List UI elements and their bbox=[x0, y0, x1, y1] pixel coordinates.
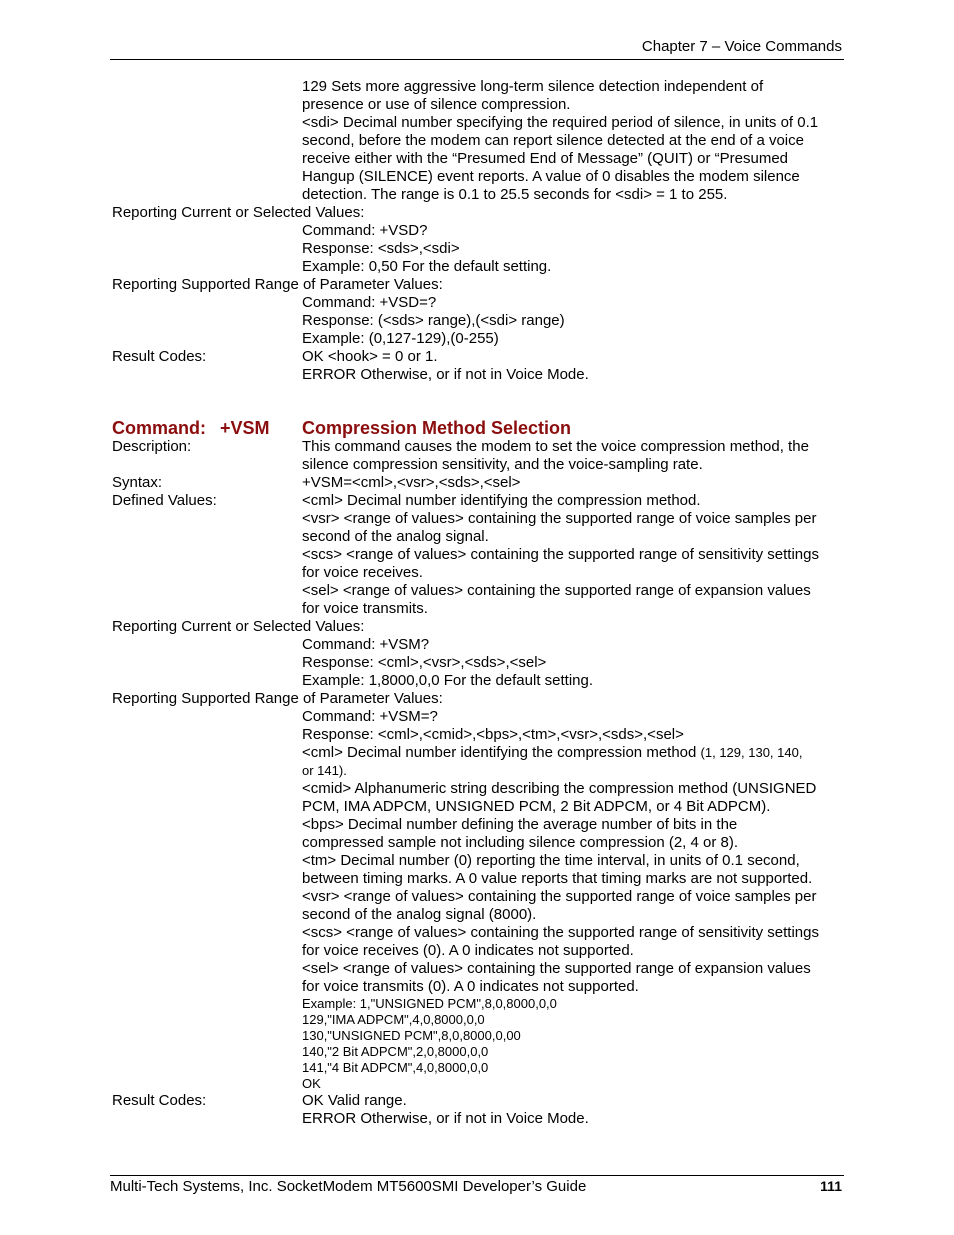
text-line: compressed sample not including silence compression (2, 4 or 8). bbox=[302, 834, 739, 851]
chapter-title: Chapter 7 – Voice Commands bbox=[641, 38, 842, 55]
definition-row bbox=[112, 474, 852, 492]
text-line: <sdi> Decimal number specifying the required period of silence, in units of 0.1 bbox=[302, 114, 819, 131]
page-footer bbox=[110, 1175, 844, 1195]
text-line: <cml> Decimal number identifying the compression method. bbox=[302, 492, 701, 509]
text-line-note: or 141). bbox=[302, 763, 347, 778]
field-value bbox=[302, 348, 852, 384]
page-content bbox=[112, 78, 852, 1128]
text-line: <sel> <range of values> containing the supported range of expansion values bbox=[302, 582, 811, 599]
field-label bbox=[112, 294, 302, 348]
text-line: PCM, IMA ADPCM, UNSIGNED PCM, 2 Bit ADPCM, or 4 Bit ADPCM). bbox=[302, 798, 771, 815]
text-line: for voice receives. bbox=[302, 564, 423, 581]
text-line: receive either with the “Presumed End of Message” (QUIT) or “Presumed bbox=[302, 150, 789, 167]
text-line: OK Valid range. bbox=[302, 1092, 407, 1109]
text-line: Command: +VSM=? bbox=[302, 708, 438, 725]
field-label: Description: bbox=[112, 438, 192, 455]
field-value bbox=[302, 636, 852, 690]
field-value bbox=[302, 294, 852, 348]
text-line-note: (1, 129, 130, 140, bbox=[700, 745, 803, 760]
field-label bbox=[112, 636, 302, 690]
vsm-section bbox=[112, 438, 852, 1128]
text-line: 141,"4 Bit ADPCM",4,0,8000,0,0 bbox=[302, 1060, 489, 1075]
text-line: between timing marks. A 0 value reports that timing marks are not supported. bbox=[302, 870, 813, 887]
text-line: Response: <sds>,<sdi> bbox=[302, 240, 460, 257]
text-line: Example: (0,127-129),(0-255) bbox=[302, 330, 499, 347]
field-value bbox=[302, 708, 852, 996]
text-line: for voice transmits (0). A 0 indicates not supported. bbox=[302, 978, 639, 995]
definition-row bbox=[112, 294, 852, 348]
field-label: Defined Values: bbox=[112, 492, 217, 509]
text-line: OK bbox=[302, 1076, 321, 1091]
field-label: Reporting Supported Range of Parameter Values: bbox=[112, 276, 443, 293]
text-line: second of the analog signal. bbox=[302, 528, 489, 545]
text-line: presence or use of silence compression. bbox=[302, 96, 571, 113]
text-line: Example: 1,8000,0,0 For the default setting. bbox=[302, 672, 594, 689]
field-value bbox=[302, 474, 852, 492]
page-number: 111 bbox=[820, 1178, 842, 1194]
definition-row bbox=[112, 1092, 852, 1128]
text-line: <vsr> <range of values> containing the supported range of voice samples per bbox=[302, 510, 817, 527]
command-title: Compression Method Selection bbox=[302, 418, 572, 438]
field-label bbox=[112, 996, 302, 1092]
text-line: OK <hook> = 0 or 1. bbox=[302, 348, 438, 365]
text-line: ERROR Otherwise, or if not in Voice Mode. bbox=[302, 366, 589, 383]
text-line: Example: 1,"UNSIGNED PCM",8,0,8000,0,0 bbox=[302, 996, 557, 1011]
field-label: Result Codes: bbox=[112, 348, 207, 365]
text-line: for voice receives (0). A 0 indicates not supported. bbox=[302, 942, 634, 959]
text-line: +VSM=<cml>,<vsr>,<sds>,<sel> bbox=[302, 474, 521, 491]
definition-row bbox=[112, 708, 852, 996]
text-line: second, before the modem can report silence detected at the end of a voice bbox=[302, 132, 804, 149]
text-line: second of the analog signal (8000). bbox=[302, 906, 537, 923]
text-line: Hangup (SILENCE) event reports. A value of 0 disables the modem silence bbox=[302, 168, 800, 185]
text-line: for voice transmits. bbox=[302, 600, 428, 617]
text-line: <scs> <range of values> containing the supported range of sensitivity settings bbox=[302, 924, 819, 941]
command-heading bbox=[112, 418, 852, 438]
footer-title: Multi-Tech Systems, Inc. SocketModem MT5600SMI Developer’s Guide bbox=[110, 1178, 587, 1195]
text-line: Example: 0,50 For the default setting. bbox=[302, 258, 552, 275]
text-line: 130,"UNSIGNED PCM",8,0,8000,0,00 bbox=[302, 1028, 521, 1043]
field-value bbox=[302, 1092, 852, 1128]
text-line: Response: <cml>,<cmid>,<bps>,<tm>,<vsr>,<sds>,<sel> bbox=[302, 726, 684, 743]
text-line: <cmid> Alphanumeric string describing the compression method (UNSIGNED bbox=[302, 780, 817, 797]
field-value bbox=[302, 222, 852, 276]
text-line: <tm> Decimal number (0) reporting the time interval, in units of 0.1 second, bbox=[302, 852, 800, 869]
field-label: Result Codes: bbox=[112, 1092, 207, 1109]
text-line bbox=[302, 762, 852, 780]
text-line: 140,"2 Bit ADPCM",2,0,8000,0,0 bbox=[302, 1044, 489, 1059]
field-label bbox=[112, 78, 302, 204]
definition-row bbox=[112, 996, 852, 1092]
text-line: 129 Sets more aggressive long-term silence detection independent of bbox=[302, 78, 764, 95]
definition-row bbox=[112, 78, 852, 204]
command-name: +VSM bbox=[220, 418, 270, 438]
text-line: <scs> <range of values> containing the supported range of sensitivity settings bbox=[302, 546, 819, 563]
command-keyword: Command: bbox=[112, 418, 206, 438]
definition-row bbox=[112, 492, 852, 618]
text-line: silence compression sensitivity, and the voice-sampling rate. bbox=[302, 456, 703, 473]
text-line: ERROR Otherwise, or if not in Voice Mode. bbox=[302, 1110, 589, 1127]
text-line: Command: +VSD? bbox=[302, 222, 428, 239]
field-value bbox=[302, 996, 852, 1092]
field-value bbox=[302, 78, 852, 204]
text-line: Response: (<sds> range),(<sdi> range) bbox=[302, 312, 565, 329]
text-line: This command causes the modem to set the voice compression method, the bbox=[302, 438, 809, 455]
text-line: Command: +VSD=? bbox=[302, 294, 437, 311]
definition-row bbox=[112, 222, 852, 276]
text-line: <bps> Decimal number defining the average number of bits in the bbox=[302, 816, 738, 833]
text-line: detection. The range is 0.1 to 25.5 seconds for <sdi> = 1 to 255. bbox=[302, 186, 728, 203]
field-label bbox=[112, 708, 302, 996]
definition-row bbox=[112, 348, 852, 384]
field-label: Reporting Current or Selected Values: bbox=[112, 204, 365, 221]
field-label: Syntax: bbox=[112, 474, 163, 491]
field-value bbox=[302, 438, 852, 474]
field-label: Reporting Supported Range of Parameter Values: bbox=[112, 690, 443, 707]
text-line: 129,"IMA ADPCM",4,0,8000,0,0 bbox=[302, 1012, 485, 1027]
field-label: Reporting Current or Selected Values: bbox=[112, 618, 365, 635]
text-line bbox=[302, 744, 852, 762]
text-line: <sel> <range of values> containing the supported range of expansion values bbox=[302, 960, 811, 977]
text-line: Command: +VSM? bbox=[302, 636, 430, 653]
definition-row bbox=[112, 636, 852, 690]
page-header bbox=[110, 38, 844, 60]
vsd-section bbox=[112, 78, 852, 384]
definition-row bbox=[112, 438, 852, 474]
text-line: Response: <cml>,<vsr>,<sds>,<sel> bbox=[302, 654, 547, 671]
field-value bbox=[302, 492, 852, 618]
text-line: <vsr> <range of values> containing the supported range of voice samples per bbox=[302, 888, 817, 905]
text-line-main: <cml> Decimal number identifying the compression method bbox=[302, 744, 701, 761]
field-label bbox=[112, 222, 302, 276]
